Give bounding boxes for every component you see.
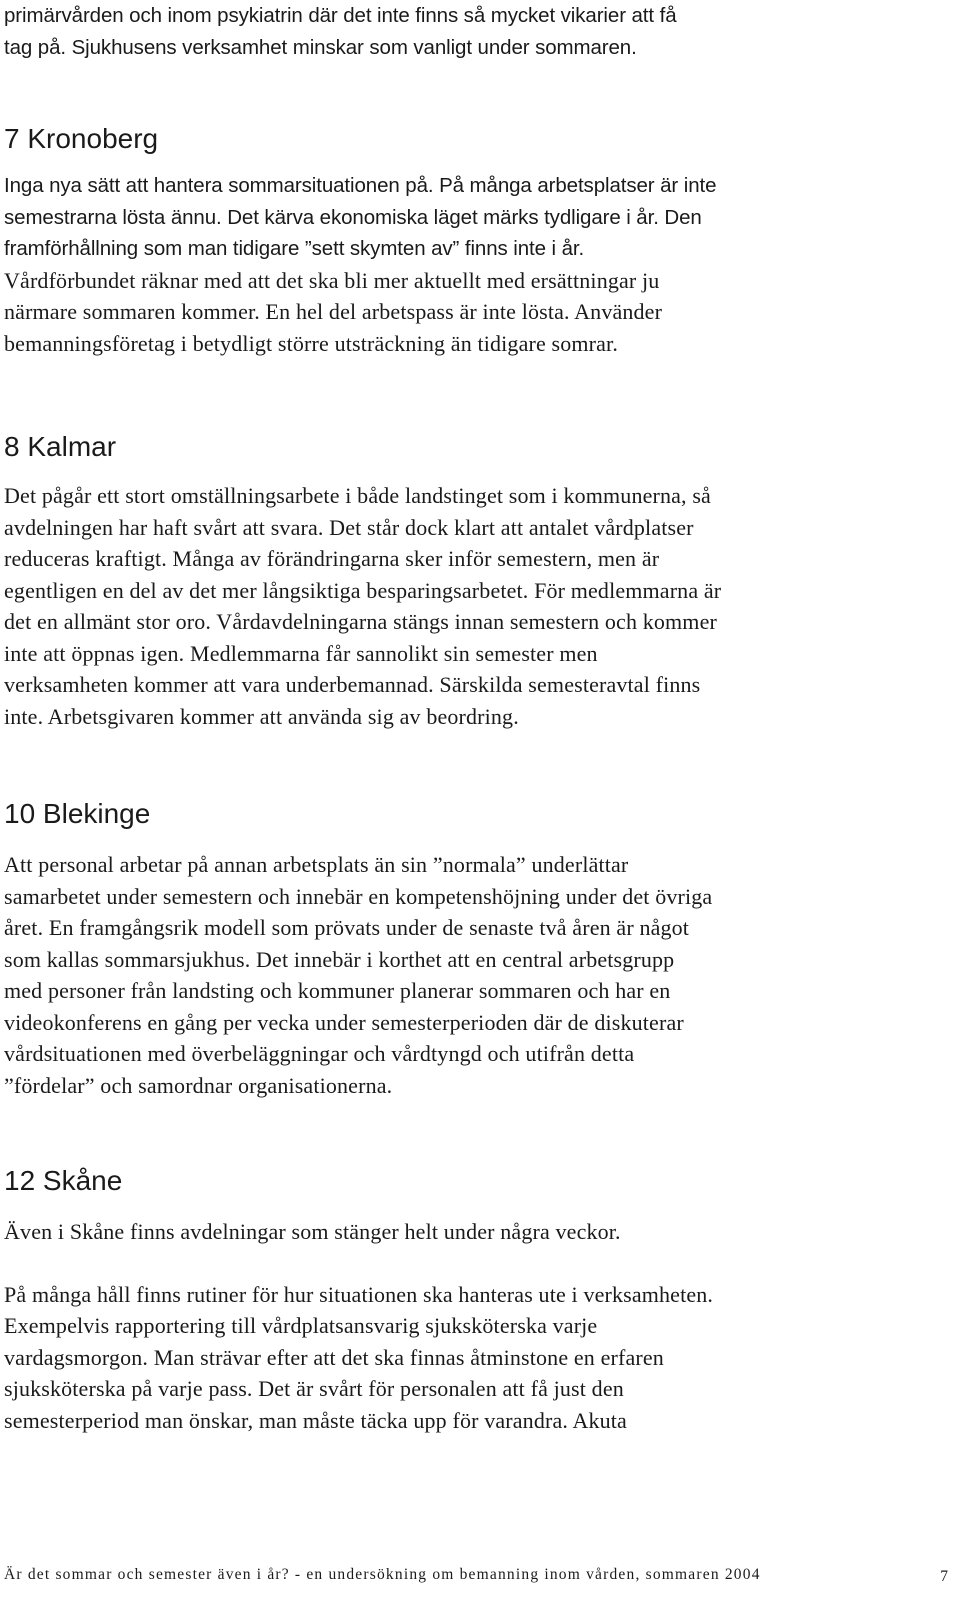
text-line: semestrarna lösta ännu. Det kärva ekonomiska läget märks tydligare i år. Den: [4, 205, 702, 229]
text-line: reduceras kraftigt. Många av förändringarna sker inför semestern, men är: [4, 546, 660, 571]
section-paragraph: [4, 849, 712, 1101]
section-heading: 8 Kalmar: [4, 431, 117, 462]
text-line: vårdsituationen med överbeläggningar och vårdtyngd och utifrån detta: [4, 1041, 635, 1066]
section-heading: 10 Blekinge: [4, 798, 151, 829]
text-line: ”fördelar” och samordnar organisationerna.: [4, 1072, 393, 1098]
text-line: vardagsmorgon. Man strävar efter att det ska finnas åtminstone en erfaren: [4, 1344, 664, 1370]
text-line: det en allmänt stor oro. Vårdavdelningarna stängs innan semestern och kommer: [4, 609, 717, 634]
text-line: sjuksköterska på varje pass. Det är svårt för personalen att få just den: [4, 1376, 624, 1401]
text-line: inte. Arbetsgivaren kommer att använda sig av beordring.: [4, 703, 519, 729]
section-skane: [4, 1164, 713, 1436]
text-line: primärvården och inom psykiatrin där det inte finns så mycket vikarier att få: [4, 4, 677, 27]
page-footer: [4, 1566, 948, 1585]
text-line: Att personal arbetar på annan arbetsplats än sin ”normala” underlättar: [4, 852, 629, 877]
text-line: videokonferens en gång per vecka under semesterperioden där de diskuterar: [4, 1009, 684, 1035]
section-heading: 7 Kronoberg: [4, 123, 159, 154]
section-paragraph: [4, 170, 716, 359]
footer-text: Är det sommar och semester även i år? - en undersökning om bemanning inom vården, sommaren 2004: [4, 1566, 761, 1583]
text-line: verksamheten kommer att vara underbemannad. Särskilda semesteravtal finns: [4, 672, 701, 697]
text-line: Inga nya sätt att hantera sommarsituationen på. På många arbetsplatser är inte: [4, 174, 717, 197]
section-paragraph: [4, 480, 721, 732]
section-paragraph: [4, 1279, 713, 1437]
text-line: tag på. Sjukhusens verksamhet minskar som vanligt under sommaren.: [4, 35, 637, 59]
page-number: 7: [940, 1568, 948, 1585]
text-line: Exempelvis rapportering till vårdplatsansvarig sjuksköterska varje: [4, 1313, 598, 1338]
text-line: egentligen en del av det mer långsiktiga besparingsarbetet. För medlemmarna är: [4, 577, 722, 603]
text-line: Det pågår ett stort omställningsarbete i både landstinget som i kommunerna, så: [4, 483, 711, 508]
intro-paragraph: [4, 0, 677, 63]
text-line: Vårdförbundet räknar med att det ska bli mer aktuellt med ersättningar ju: [4, 267, 660, 293]
section-paragraph: [4, 1216, 713, 1248]
text-line: som kallas sommarsjukhus. Det innebär i korthet att en central arbetsgrupp: [4, 946, 675, 972]
text-line: semesterperiod man önskar, man måste täcka upp för varandra. Akuta: [4, 1407, 627, 1433]
text-line: På många håll finns rutiner för hur situationen ska hanteras ute i verksamheten.: [4, 1281, 714, 1307]
text-line: framförhållning som man tidigare ”sett skymten av” finns inte i år.: [4, 237, 585, 260]
text-line: året. En framgångsrik modell som prövats under de senaste två åren är något: [4, 915, 690, 940]
section-kalmar: [4, 430, 721, 732]
text-line: med personer från landsting och kommuner planerar sommaren och har en: [4, 978, 671, 1003]
section-blekinge: [4, 797, 712, 1101]
text-line: Även i Skåne finns avdelningar som stänger helt under några veckor.: [4, 1219, 621, 1244]
section-kronoberg: [4, 122, 716, 359]
text-line: avdelningen har haft svårt att svara. Det står dock klart att antalet vårdplatser: [4, 514, 694, 540]
text-line: närmare sommaren kommer. En hel del arbetspass är inte lösta. Använder: [4, 299, 663, 324]
text-line: samarbetet under semestern och innebär en kompetenshöjning under det övriga: [4, 883, 713, 909]
text-line: bemanningsföretag i betydligt större utsträckning än tidigare somrar.: [4, 330, 618, 356]
section-heading: 12 Skåne: [4, 1165, 123, 1196]
text-line: inte att öppnas igen. Medlemmarna får sannolikt sin semester men: [4, 640, 598, 666]
